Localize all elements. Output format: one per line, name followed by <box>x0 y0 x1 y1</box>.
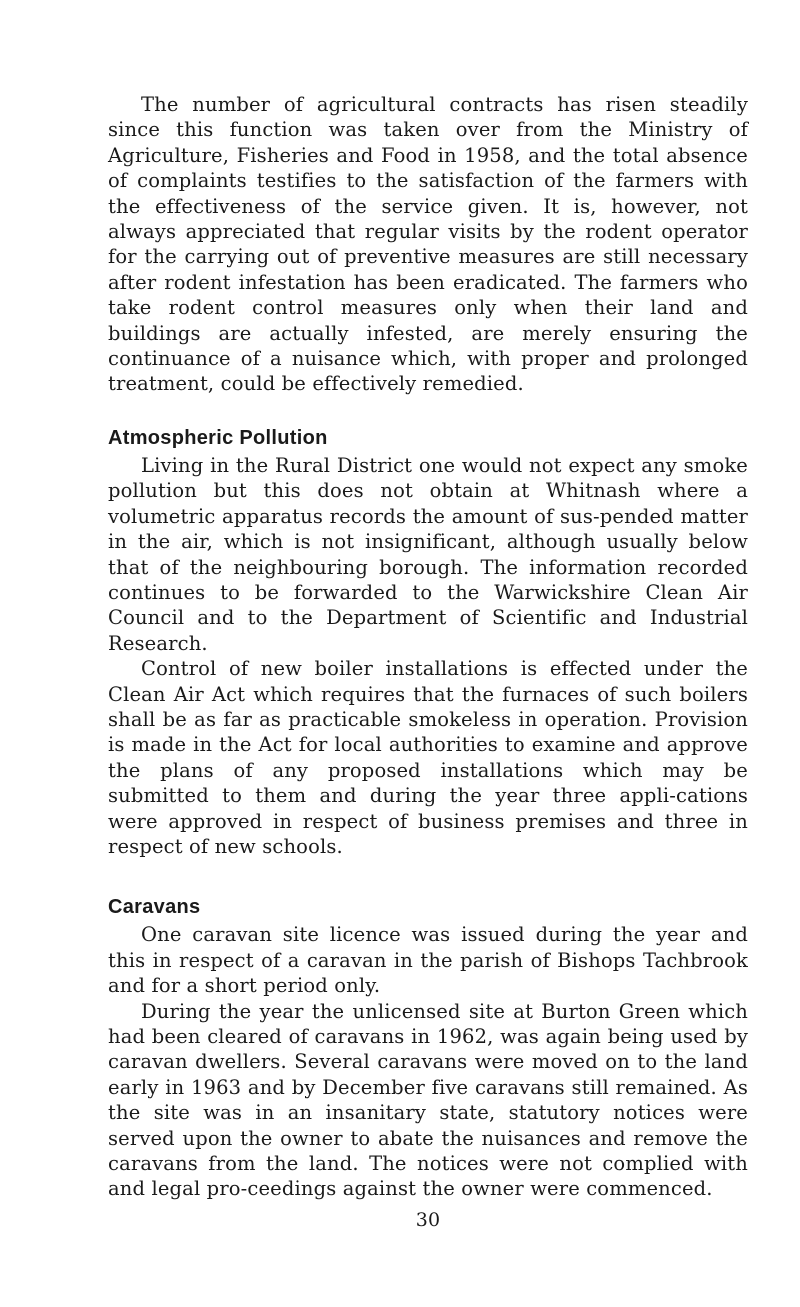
paragraph-caravan-licence: One caravan site licence was issued during the year and this in respect of a caravan in the parish of Bishops Tachbrook and for a short period only. <box>108 923 748 998</box>
heading-caravans: Caravans <box>108 896 201 919</box>
paragraph-rodent-control: The number of agricultural contracts has risen steadily since this function was taken over from the Ministry of Agriculture, Fisheries and Food in 1958, and the total absence of complaints testifies to the satisfaction of the farmers with the effectiveness of the service given. It is, however, not always appreciated that regular visits by the rodent operator for the carrying out of preventive measures are still necessary after rodent infestation has been eradicated. The farmers who take rodent control measures only when their land and buildings are actually infested, are merely ensuring the continuance of a nuisance which, with proper and prolonged treatment, could be effectively remedied. <box>108 93 748 396</box>
paragraph-burton-green-site: During the year the unlicensed site at Burton Green which had been cleared of caravans in 1962, was again being used by caravan dwellers. Several caravans were moved on to the land early in 1963 and by December five caravans still remained. As the site was in an insanitary state, statutory notices were served upon the owner to abate the nuisances and remove the caravans from the land. The notices were not complied with and legal pro-ceedings against the owner were commenced. <box>108 999 748 1201</box>
paragraph-boiler-installations: Control of new boiler installations is effected under the Clean Air Act which requires that the furnaces of such boilers shall be as far as practicable smokeless in operation. Provision is made in the Act for local authorities to examine and approve the plans of any proposed installations which may be submitted to them and during the year three appli-cations were approved in respect of business premises and three in respect of new schools. <box>108 657 748 858</box>
page-number: 30 <box>415 1208 441 1231</box>
heading-atmospheric-pollution: Atmospheric Pollution <box>108 426 328 449</box>
document-page <box>108 92 748 1233</box>
paragraph-smoke-pollution: Living in the Rural District one would not expect any smoke pollution but this does not obtain at Whitnash where a volumetric apparatus records the amount of sus-pended matter in the air, which is not insignificant, although usually below that of the neighbouring borough. The information recorded continues to be forwarded to the Warwickshire Clean Air Council and to the Department of Scientific and Industrial Research. <box>108 453 748 655</box>
